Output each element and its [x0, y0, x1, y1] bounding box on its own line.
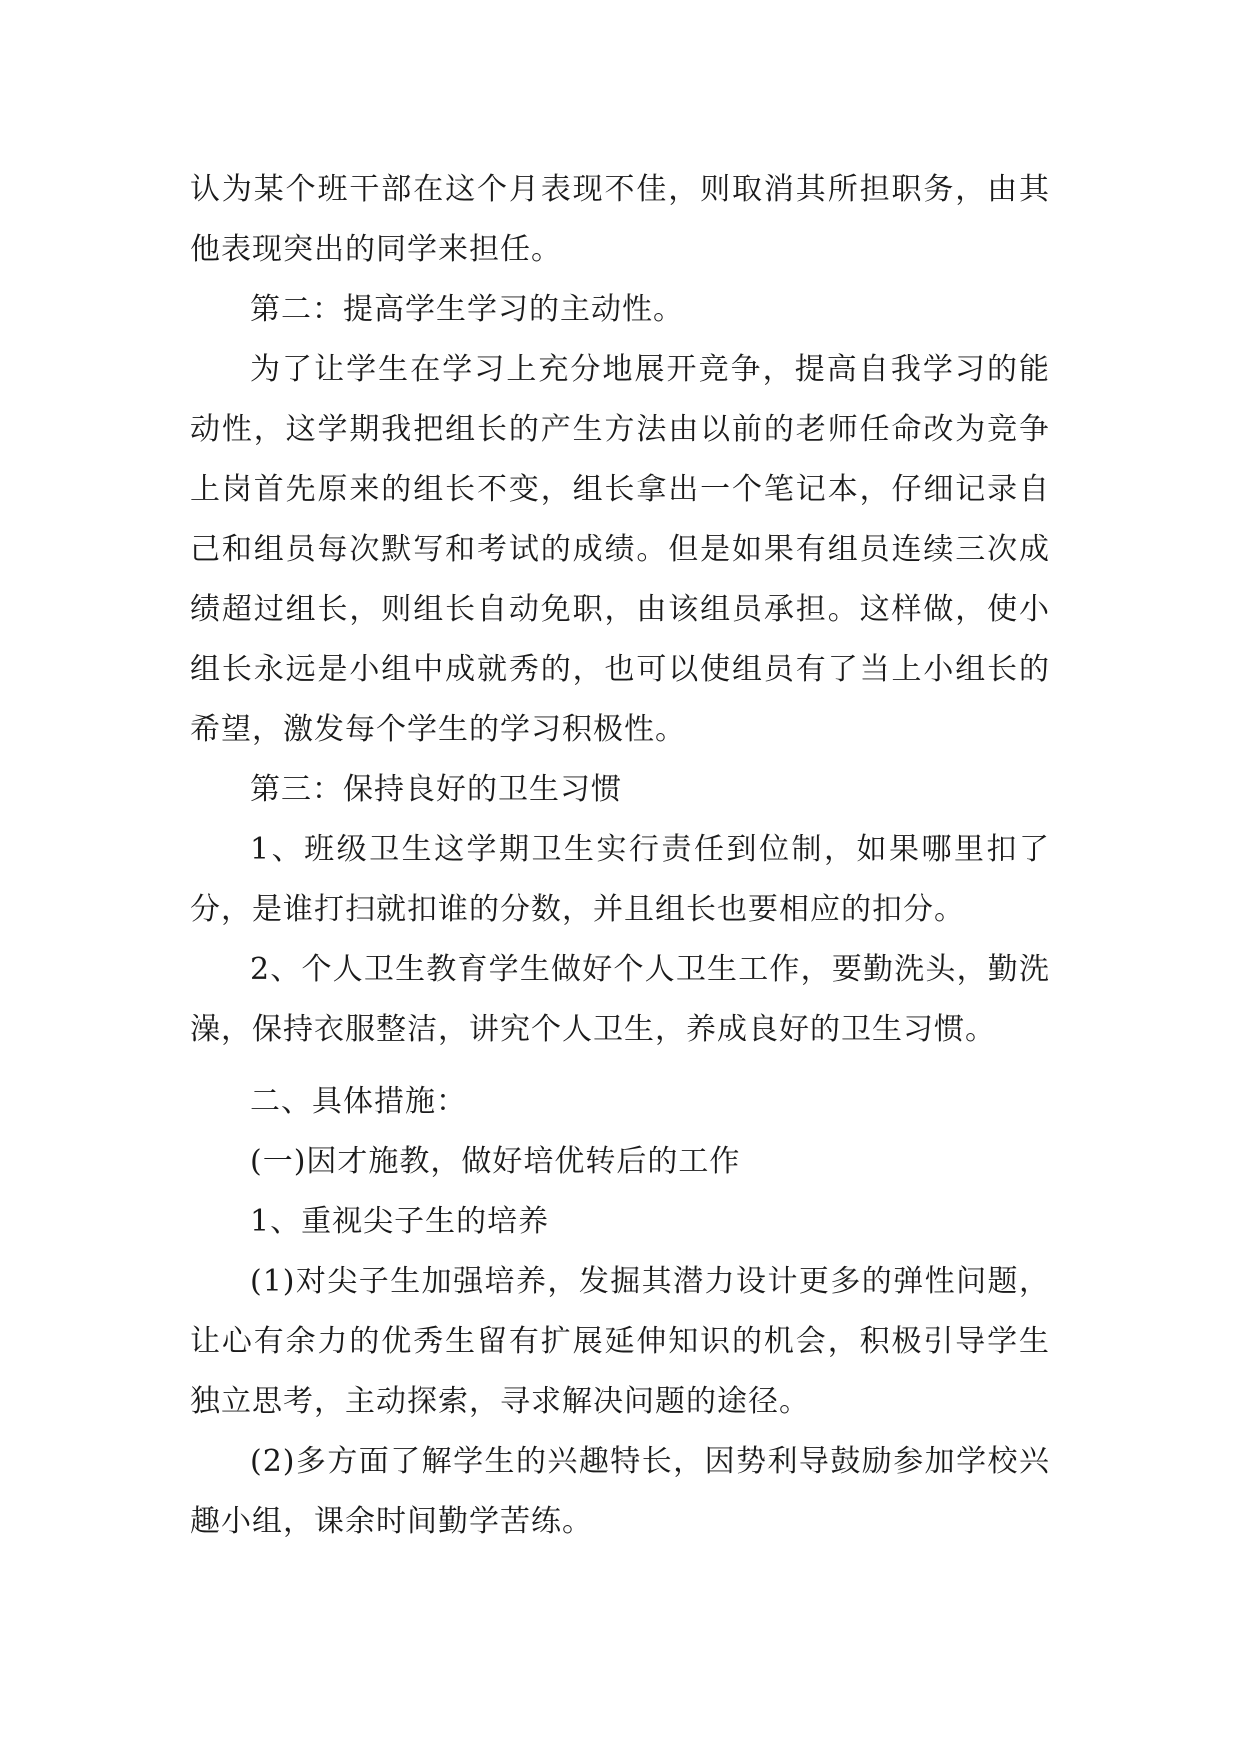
paragraph-class-hygiene: 1、班级卫生这学期卫生实行责任到位制，如果哪里扣了分，是谁打扫就扣谁的分数，并且组长也要相应的扣分。	[190, 832, 1050, 927]
paragraph-personal-hygiene: 2、个人卫生教育学生做好个人卫生工作，要勤洗头，勤洗澡，保持衣服整洁，讲究个人卫生，养成良好的卫生习惯。	[190, 952, 1050, 1047]
subheading-top-students: 1、重视尖子生的培养	[250, 1204, 550, 1239]
heading-second-point: 第二：提高学生学习的主动性。	[250, 292, 684, 327]
document-body	[190, 160, 1050, 1552]
subheading-teaching-by-aptitude: (一)因才施教，做好培优转后的工作	[250, 1144, 741, 1179]
heading-specific-measures: 二、具体措施：	[250, 1084, 467, 1119]
paragraph-3: 为了让学生在学习上充分地展开竞争，提高自我学习的能动性，这学期我把组长的产生方法由以前的老师任命改为竞争上岗首先原来的组长不变，组长拿出一个笔记本，仔细记录自己和组员每次默写和考试的成绩。但是如果有组员连续三次成绩超过组长，则组长自动免职，由该组员承担。这样做，使小组长永远是小组中成就秀的，也可以使组员有了当上小组长的希望，激发每个学生的学习积极性。	[190, 352, 1050, 747]
heading-third-point: 第三：保持良好的卫生习惯	[250, 772, 622, 807]
paragraph-item-1: (1)对尖子生加强培养，发掘其潜力设计更多的弹性问题，让心有余力的优秀生留有扩展延伸知识的机会，积极引导学生独立思考，主动探索，寻求解决问题的途径。	[190, 1264, 1050, 1419]
paragraph-item-2: (2)多方面了解学生的兴趣特长，因势利导鼓励参加学校兴趣小组，课余时间勤学苦练。	[190, 1444, 1050, 1539]
paragraph-1: 认为某个班干部在这个月表现不佳，则取消其所担职务，由其他表现突出的同学来担任。	[190, 172, 1050, 267]
